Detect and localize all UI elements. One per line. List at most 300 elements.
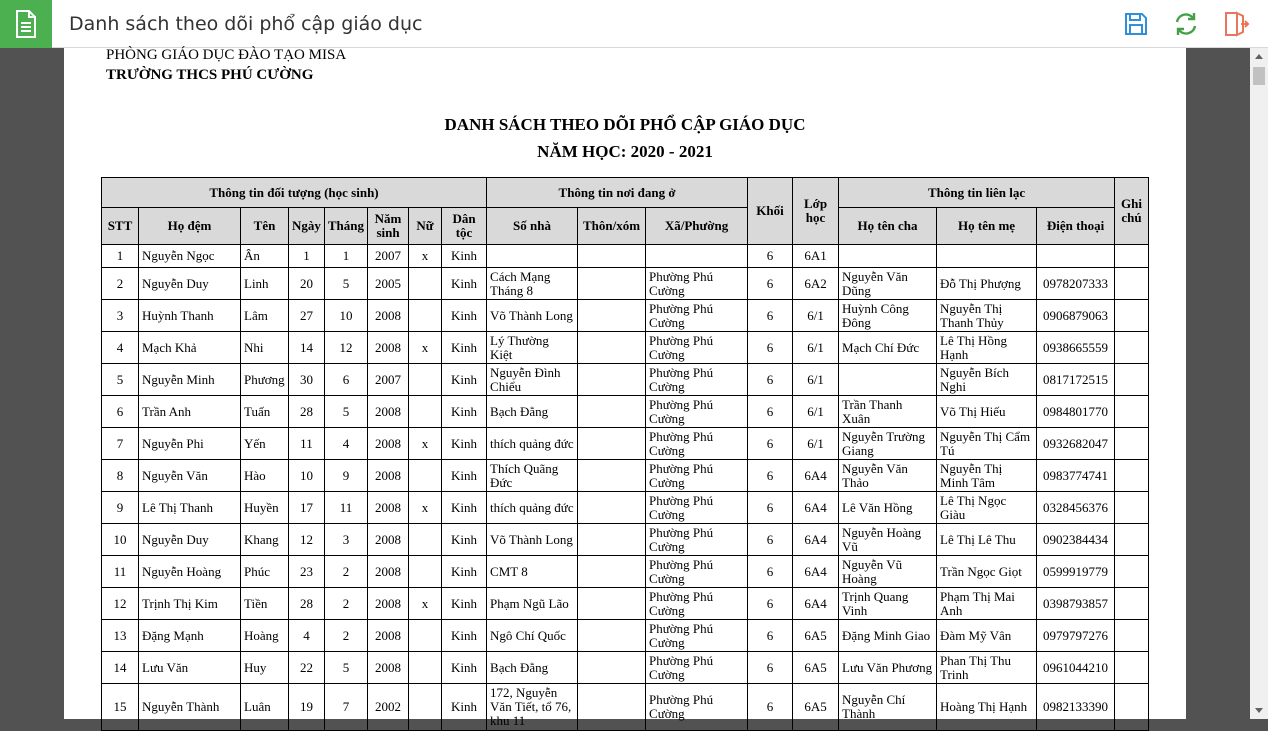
cell-thang: 11 — [324, 492, 367, 524]
cell-xa-phuong: Phường Phú Cường — [646, 364, 748, 396]
cell-dien-thoai: 0984801770 — [1037, 396, 1115, 428]
cell-ten: Ân — [241, 245, 289, 268]
cell-ten: Khang — [241, 524, 289, 556]
cell-thon-xom — [578, 556, 646, 588]
cell-ho-ten-cha: Nguyễn Văn Dũng — [839, 268, 937, 300]
cell-khoi: 6 — [748, 492, 793, 524]
cell-xa-phuong — [646, 245, 748, 268]
cell-ho-dem: Trần Anh — [139, 396, 241, 428]
cell-khoi: 6 — [748, 332, 793, 364]
cell-nu — [409, 652, 442, 684]
cell-ghi-chu — [1115, 460, 1149, 492]
cell-xa-phuong: Phường Phú Cường — [646, 556, 748, 588]
cell-lop: 6A4 — [793, 556, 839, 588]
cell-ghi-chu — [1115, 268, 1149, 300]
cell-ngay: 12 — [289, 524, 325, 556]
cell-ho-dem: Nguyễn Thành — [139, 684, 241, 731]
cell-nam-sinh: 2008 — [368, 460, 409, 492]
cell-xa-phuong: Phường Phú Cường — [646, 396, 748, 428]
cell-ngay: 28 — [289, 396, 325, 428]
cell-dan-toc: Kinh — [442, 620, 487, 652]
cell-dan-toc: Kinh — [442, 268, 487, 300]
cell-ghi-chu — [1115, 684, 1149, 731]
cell-xa-phuong: Phường Phú Cường — [646, 492, 748, 524]
cell-ten: Tuấn — [241, 396, 289, 428]
cell-ghi-chu — [1115, 364, 1149, 396]
cell-dan-toc: Kinh — [442, 300, 487, 332]
cell-lop: 6/1 — [793, 364, 839, 396]
refresh-button[interactable] — [1172, 10, 1200, 38]
header-ten: Tên — [241, 208, 289, 245]
cell-thon-xom — [578, 652, 646, 684]
cell-lop: 6A1 — [793, 245, 839, 268]
cell-nam-sinh: 2008 — [368, 620, 409, 652]
cell-so-nha: Phạm Ngũ Lão — [487, 588, 578, 620]
table-body — [102, 245, 1149, 731]
cell-thang: 12 — [324, 332, 367, 364]
cell-xa-phuong: Phường Phú Cường — [646, 268, 748, 300]
cell-ghi-chu — [1115, 428, 1149, 460]
arrow-up-icon — [1255, 54, 1263, 59]
cell-ho-ten-cha: Lưu Văn Phương — [839, 652, 937, 684]
cell-nu: x — [409, 332, 442, 364]
cell-lop: 6A4 — [793, 524, 839, 556]
table-row — [102, 268, 1149, 300]
cell-ngay: 4 — [289, 620, 325, 652]
cell-xa-phuong: Phường Phú Cường — [646, 332, 748, 364]
organization-header — [106, 48, 346, 85]
cell-khoi: 6 — [748, 364, 793, 396]
cell-ho-ten-cha — [839, 364, 937, 396]
cell-thang: 9 — [324, 460, 367, 492]
cell-dan-toc: Kinh — [442, 460, 487, 492]
cell-khoi: 6 — [748, 524, 793, 556]
cell-dien-thoai — [1037, 245, 1115, 268]
cell-ten: Linh — [241, 268, 289, 300]
cell-ho-ten-cha: Mạch Chí Đức — [839, 332, 937, 364]
window-title: Danh sách theo dõi phổ cập giáo dục — [69, 13, 423, 35]
cell-ten: Huyền — [241, 492, 289, 524]
header-so-nha: Số nhà — [487, 208, 578, 245]
cell-khoi: 6 — [748, 245, 793, 268]
cell-stt: 4 — [102, 332, 139, 364]
cell-dan-toc: Kinh — [442, 524, 487, 556]
cell-dien-thoai: 0906879063 — [1037, 300, 1115, 332]
department-name: PHÒNG GIÁO DỤC ĐÀO TẠO MISA — [106, 47, 347, 63]
header-ho-ten-me: Họ tên mẹ — [937, 208, 1037, 245]
cell-dan-toc: Kinh — [442, 588, 487, 620]
cell-ho-ten-me: Nguyễn Thị Thanh Thủy — [937, 300, 1037, 332]
cell-ho-ten-me: Phạm Thị Mai Anh — [937, 588, 1037, 620]
cell-so-nha: Bạch Đằng — [487, 396, 578, 428]
cell-dien-thoai: 0817172515 — [1037, 364, 1115, 396]
header-nu: Nữ — [409, 208, 442, 245]
cell-nu: x — [409, 492, 442, 524]
cell-so-nha: Cách Mạng Tháng 8 — [487, 268, 578, 300]
cell-khoi: 6 — [748, 652, 793, 684]
cell-lop: 6/1 — [793, 332, 839, 364]
refresh-icon — [1173, 11, 1199, 37]
cell-thon-xom — [578, 492, 646, 524]
cell-stt: 2 — [102, 268, 139, 300]
cell-dan-toc: Kinh — [442, 364, 487, 396]
cell-ho-dem: Mạch Khả — [139, 332, 241, 364]
table-row — [102, 364, 1149, 396]
header-class: Lớp học — [793, 178, 839, 245]
cell-stt: 7 — [102, 428, 139, 460]
cell-thon-xom — [578, 300, 646, 332]
cell-ho-ten-cha: Huỳnh Công Đông — [839, 300, 937, 332]
cell-ho-ten-me: Phan Thị Thu Trinh — [937, 652, 1037, 684]
cell-so-nha: 172, Nguyễn Văn Tiết, tổ 76, khu 11 — [487, 684, 578, 731]
cell-thon-xom — [578, 428, 646, 460]
arrow-down-icon — [1255, 708, 1263, 713]
cell-lop: 6A4 — [793, 588, 839, 620]
cell-thang: 5 — [324, 396, 367, 428]
cell-stt: 15 — [102, 684, 139, 731]
cell-nu: x — [409, 245, 442, 268]
document-icon — [0, 0, 52, 48]
cell-ho-ten-cha: Nguyễn Vũ Hoàng — [839, 556, 937, 588]
cell-nam-sinh: 2008 — [368, 492, 409, 524]
table-row — [102, 524, 1149, 556]
cell-thang: 7 — [324, 684, 367, 731]
cell-dien-thoai: 0961044210 — [1037, 652, 1115, 684]
cell-ho-ten-me: Lê Thị Lê Thu — [937, 524, 1037, 556]
cell-ten: Phương — [241, 364, 289, 396]
cell-nu: x — [409, 428, 442, 460]
header-dien-thoai: Điện thoại — [1037, 208, 1115, 245]
cell-stt: 11 — [102, 556, 139, 588]
group-header-student: Thông tin đối tượng (học sinh) — [102, 178, 487, 208]
cell-ngay: 22 — [289, 652, 325, 684]
cell-ten: Huy — [241, 652, 289, 684]
cell-ngay: 11 — [289, 428, 325, 460]
header-nam-sinh: Năm sinh — [368, 208, 409, 245]
cell-thang: 2 — [324, 588, 367, 620]
cell-lop: 6A5 — [793, 620, 839, 652]
cell-dien-thoai: 0978207333 — [1037, 268, 1115, 300]
header-ho-ten-cha: Họ tên cha — [839, 208, 937, 245]
cell-ngay: 14 — [289, 332, 325, 364]
cell-ho-dem: Nguyễn Minh — [139, 364, 241, 396]
cell-thon-xom — [578, 620, 646, 652]
cell-ho-ten-cha: Đặng Minh Giao — [839, 620, 937, 652]
cell-so-nha: Nguyễn Đình Chiểu — [487, 364, 578, 396]
save-button[interactable] — [1122, 10, 1150, 38]
table-row — [102, 460, 1149, 492]
cell-stt: 3 — [102, 300, 139, 332]
cell-ho-dem: Đặng Mạnh — [139, 620, 241, 652]
cell-thang: 5 — [324, 268, 367, 300]
cell-nu — [409, 300, 442, 332]
group-header-contact: Thông tin liên lạc — [839, 178, 1115, 208]
school-year: NĂM HỌC: 2020 - 2021 — [537, 142, 713, 161]
cell-ho-ten-me: Đàm Mỹ Vân — [937, 620, 1037, 652]
cell-dien-thoai: 0328456376 — [1037, 492, 1115, 524]
cell-thang: 4 — [324, 428, 367, 460]
cell-nam-sinh: 2008 — [368, 652, 409, 684]
cell-ghi-chu — [1115, 396, 1149, 428]
cell-stt: 14 — [102, 652, 139, 684]
cell-so-nha: Võ Thành Long — [487, 524, 578, 556]
cell-lop: 6/1 — [793, 396, 839, 428]
cell-ho-ten-me: Đỗ Thị Phượng — [937, 268, 1037, 300]
cell-lop: 6A4 — [793, 492, 839, 524]
cell-ho-ten-me — [937, 245, 1037, 268]
cell-nu — [409, 524, 442, 556]
cell-stt: 8 — [102, 460, 139, 492]
cell-ghi-chu — [1115, 332, 1149, 364]
student-table — [101, 177, 1149, 731]
vertical-scrollbar[interactable] — [1250, 48, 1268, 719]
cell-dien-thoai: 0902384434 — [1037, 524, 1115, 556]
cell-ho-ten-cha: Lê Văn Hồng — [839, 492, 937, 524]
cell-so-nha: CMT 8 — [487, 556, 578, 588]
report-title: DANH SÁCH THEO DÕI PHỔ CẬP GIÁO DỤC — [444, 115, 806, 134]
cell-ghi-chu — [1115, 492, 1149, 524]
cell-so-nha: thích quảng đức — [487, 492, 578, 524]
title-bar — [0, 0, 1268, 48]
cell-so-nha: Ngô Chí Quốc — [487, 620, 578, 652]
cell-ghi-chu — [1115, 524, 1149, 556]
cell-ngay: 23 — [289, 556, 325, 588]
cell-xa-phuong: Phường Phú Cường — [646, 524, 748, 556]
cell-ho-ten-me: Nguyễn Thị Cẩm Tú — [937, 428, 1037, 460]
table-row — [102, 556, 1149, 588]
cell-xa-phuong: Phường Phú Cường — [646, 428, 748, 460]
cell-ho-ten-me: Nguyễn Thị Minh Tâm — [937, 460, 1037, 492]
cell-ten: Yến — [241, 428, 289, 460]
cell-ten: Luân — [241, 684, 289, 731]
cell-ho-ten-cha: Nguyễn Văn Thảo — [839, 460, 937, 492]
cell-stt: 9 — [102, 492, 139, 524]
cell-khoi: 6 — [748, 684, 793, 731]
cell-thon-xom — [578, 364, 646, 396]
cell-ho-dem: Nguyễn Hoàng — [139, 556, 241, 588]
cell-dien-thoai: 0932682047 — [1037, 428, 1115, 460]
header-thang: Tháng — [324, 208, 367, 245]
cell-dien-thoai: 0982133390 — [1037, 684, 1115, 731]
cell-thang: 1 — [324, 245, 367, 268]
cell-dan-toc: Kinh — [442, 492, 487, 524]
cell-nam-sinh: 2008 — [368, 396, 409, 428]
cell-nam-sinh: 2007 — [368, 364, 409, 396]
cell-so-nha: Võ Thành Long — [487, 300, 578, 332]
cell-nu — [409, 556, 442, 588]
cell-ngay: 28 — [289, 588, 325, 620]
cell-thon-xom — [578, 332, 646, 364]
cell-nam-sinh: 2008 — [368, 332, 409, 364]
cell-khoi: 6 — [748, 300, 793, 332]
table-row — [102, 652, 1149, 684]
cell-thon-xom — [578, 268, 646, 300]
cell-so-nha: Thích Quãng Đức — [487, 460, 578, 492]
cell-ho-dem: Nguyễn Duy — [139, 524, 241, 556]
cell-khoi: 6 — [748, 396, 793, 428]
cell-ho-dem: Nguyễn Phi — [139, 428, 241, 460]
header-dan-toc: Dân tộc — [442, 208, 487, 245]
cell-dien-thoai: 0979797276 — [1037, 620, 1115, 652]
cell-ghi-chu — [1115, 556, 1149, 588]
cell-dien-thoai: 0938665559 — [1037, 332, 1115, 364]
cell-dan-toc: Kinh — [442, 428, 487, 460]
cell-khoi: 6 — [748, 428, 793, 460]
cell-nam-sinh: 2007 — [368, 245, 409, 268]
cell-ghi-chu — [1115, 300, 1149, 332]
header-note: Ghi chú — [1115, 178, 1149, 245]
cell-khoi: 6 — [748, 460, 793, 492]
cell-ngay: 20 — [289, 268, 325, 300]
cell-dan-toc: Kinh — [442, 684, 487, 731]
cell-ho-ten-cha: Trần Thanh Xuân — [839, 396, 937, 428]
table-row — [102, 300, 1149, 332]
cell-ghi-chu — [1115, 620, 1149, 652]
cell-nam-sinh: 2002 — [368, 684, 409, 731]
cell-ngay: 19 — [289, 684, 325, 731]
cell-thon-xom — [578, 245, 646, 268]
scroll-down-button[interactable] — [1250, 702, 1268, 719]
cell-ngay: 17 — [289, 492, 325, 524]
cell-ho-ten-cha: Trịnh Quang Vinh — [839, 588, 937, 620]
cell-lop: 6/1 — [793, 300, 839, 332]
cell-nu — [409, 396, 442, 428]
cell-lop: 6A2 — [793, 268, 839, 300]
cell-ho-dem: Huỳnh Thanh — [139, 300, 241, 332]
cell-ten: Lâm — [241, 300, 289, 332]
cell-ho-dem: Nguyễn Duy — [139, 268, 241, 300]
cell-nam-sinh: 2008 — [368, 588, 409, 620]
cell-nu — [409, 684, 442, 731]
table-row — [102, 332, 1149, 364]
cell-thon-xom — [578, 460, 646, 492]
scrollbar-thumb[interactable] — [1253, 67, 1265, 85]
cell-so-nha: Bạch Đằng — [487, 652, 578, 684]
cell-stt: 6 — [102, 396, 139, 428]
cell-nu: x — [409, 588, 442, 620]
cell-ho-ten-cha — [839, 245, 937, 268]
cell-so-nha: Lý Thường Kiệt — [487, 332, 578, 364]
cell-dan-toc: Kinh — [442, 652, 487, 684]
cell-khoi: 6 — [748, 556, 793, 588]
cell-ho-dem: Lưu Văn — [139, 652, 241, 684]
exit-icon — [1223, 11, 1249, 37]
cell-khoi: 6 — [748, 588, 793, 620]
exit-button[interactable] — [1222, 10, 1250, 38]
cell-khoi: 6 — [748, 268, 793, 300]
cell-thon-xom — [578, 588, 646, 620]
cell-dan-toc: Kinh — [442, 556, 487, 588]
cell-ten: Hoàng — [241, 620, 289, 652]
cell-ghi-chu — [1115, 588, 1149, 620]
cell-nu — [409, 364, 442, 396]
cell-nam-sinh: 2008 — [368, 428, 409, 460]
cell-xa-phuong: Phường Phú Cường — [646, 652, 748, 684]
cell-stt: 13 — [102, 620, 139, 652]
group-header-address: Thông tin nơi đang ở — [487, 178, 748, 208]
cell-thang: 2 — [324, 620, 367, 652]
table-row — [102, 684, 1149, 731]
cell-ho-ten-me: Nguyễn Bích Nghi — [937, 364, 1037, 396]
cell-ho-dem: Lê Thị Thanh — [139, 492, 241, 524]
report-page — [64, 47, 1186, 728]
cell-dien-thoai: 0599919779 — [1037, 556, 1115, 588]
table-row — [102, 492, 1149, 524]
cell-stt: 12 — [102, 588, 139, 620]
cell-ten: Phúc — [241, 556, 289, 588]
cell-ho-ten-me: Võ Thị Hiếu — [937, 396, 1037, 428]
cell-ho-ten-cha: Nguyễn Trường Giang — [839, 428, 937, 460]
cell-ho-ten-me: Hoàng Thị Hạnh — [937, 684, 1037, 731]
cell-thang: 10 — [324, 300, 367, 332]
cell-khoi: 6 — [748, 620, 793, 652]
save-icon — [1124, 12, 1148, 36]
cell-ghi-chu — [1115, 245, 1149, 268]
cell-dan-toc: Kinh — [442, 332, 487, 364]
cell-so-nha — [487, 245, 578, 268]
cell-ho-dem: Trịnh Thị Kim — [139, 588, 241, 620]
cell-ho-ten-me: Trần Ngọc Giọt — [937, 556, 1037, 588]
cell-thang: 5 — [324, 652, 367, 684]
cell-nu — [409, 268, 442, 300]
cell-nam-sinh: 2008 — [368, 524, 409, 556]
table-row — [102, 620, 1149, 652]
cell-nam-sinh: 2008 — [368, 300, 409, 332]
cell-ghi-chu — [1115, 652, 1149, 684]
header-grade: Khối — [748, 178, 793, 245]
cell-ngay: 1 — [289, 245, 325, 268]
header-thon-xom: Thôn/xóm — [578, 208, 646, 245]
cell-ho-dem: Nguyễn Văn — [139, 460, 241, 492]
cell-lop: 6A5 — [793, 684, 839, 731]
cell-ho-ten-cha: Nguyễn Hoàng Vũ — [839, 524, 937, 556]
cell-thang: 6 — [324, 364, 367, 396]
header-xa-phuong: Xã/Phường — [646, 208, 748, 245]
cell-nam-sinh: 2008 — [368, 556, 409, 588]
table-row — [102, 245, 1149, 268]
cell-so-nha: thích quảng đức — [487, 428, 578, 460]
header-ho-dem: Họ đệm — [139, 208, 241, 245]
cell-xa-phuong: Phường Phú Cường — [646, 620, 748, 652]
cell-ho-ten-me: Lê Thị Ngọc Giàu — [937, 492, 1037, 524]
scroll-up-button[interactable] — [1250, 48, 1268, 65]
cell-stt: 1 — [102, 245, 139, 268]
table-row — [102, 588, 1149, 620]
cell-xa-phuong: Phường Phú Cường — [646, 460, 748, 492]
cell-xa-phuong: Phường Phú Cường — [646, 684, 748, 731]
cell-stt: 5 — [102, 364, 139, 396]
school-name: TRƯỜNG THCS PHÚ CƯỜNG — [106, 67, 314, 83]
document-viewer[interactable] — [0, 47, 1250, 728]
cell-dan-toc: Kinh — [442, 396, 487, 428]
cell-thang: 3 — [324, 524, 367, 556]
cell-dan-toc: Kinh — [442, 245, 487, 268]
cell-ten: Tiền — [241, 588, 289, 620]
cell-nam-sinh: 2005 — [368, 268, 409, 300]
cell-ten: Nhi — [241, 332, 289, 364]
cell-xa-phuong: Phường Phú Cường — [646, 588, 748, 620]
cell-thon-xom — [578, 684, 646, 731]
cell-thang: 2 — [324, 556, 367, 588]
cell-nu — [409, 620, 442, 652]
cell-xa-phuong: Phường Phú Cường — [646, 300, 748, 332]
cell-lop: 6/1 — [793, 428, 839, 460]
cell-ngay: 27 — [289, 300, 325, 332]
cell-thon-xom — [578, 524, 646, 556]
table-row — [102, 396, 1149, 428]
cell-ho-dem: Nguyễn Ngọc — [139, 245, 241, 268]
cell-ten: Hào — [241, 460, 289, 492]
